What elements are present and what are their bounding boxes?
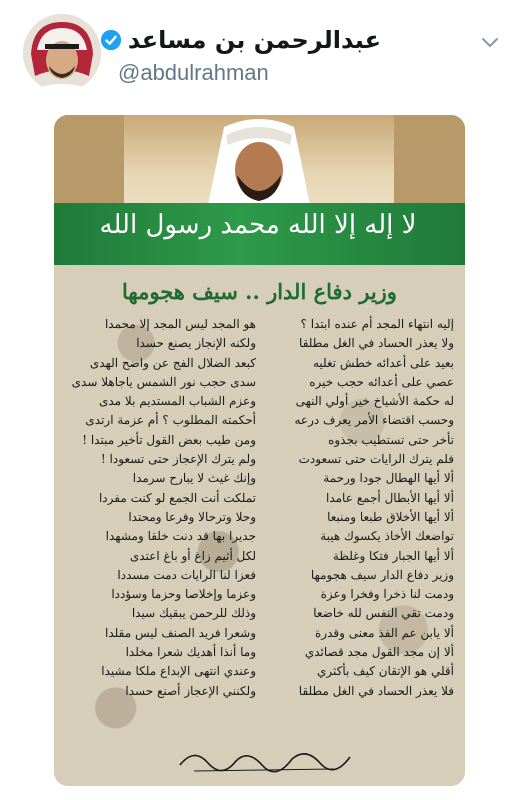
verse-first: أقلي هو الإتقان كيف بأكثري <box>317 664 454 679</box>
tweet-image[interactable] <box>54 115 465 786</box>
verified-badge-icon <box>100 29 122 51</box>
verse-first: ألا أيها الأخلاق طبعا ومنبعا <box>327 509 454 524</box>
verse-first: ودمت تقي النفس لله خاضعا <box>313 606 454 621</box>
avatar-photo <box>23 14 101 92</box>
verse-row <box>66 566 454 585</box>
handwritten-signature <box>174 741 354 777</box>
verse-row <box>66 392 454 411</box>
verse-first: تأخر حتى تستطيب بجذوه <box>328 432 454 447</box>
verse-second: وإنك غيث لا يبارح سرمدا <box>132 471 256 486</box>
verse-first: فلا يعذر الحساد في الغل مطلقا <box>298 683 454 698</box>
verse-row <box>66 508 454 527</box>
verse-row <box>66 604 454 623</box>
verse-second: ولكنه الإنجاز يصنع حسدا <box>136 336 256 351</box>
verse-row <box>66 527 454 546</box>
verse-first: ألا أيها الجبار فتكا وغلظة <box>332 548 454 563</box>
verse-row <box>66 431 454 450</box>
verse-second: ولكنني الإعجاز أصنع حسدا <box>125 683 256 698</box>
tweet-header <box>0 0 518 110</box>
verse-second: كبعد الضلال الفج عن واضح الهدى <box>89 355 256 370</box>
verse-second: أحكمته المطلوب ؟ أم عزمة ارتدى <box>85 413 256 428</box>
verse-row <box>66 411 454 430</box>
chevron-down-icon[interactable] <box>480 36 500 50</box>
avatar[interactable] <box>23 14 101 92</box>
verse-second: سدى حجب نور الشمس ياجاهلا سدى <box>71 374 256 389</box>
verse-second: جديرا بها قد دنت خلقا ومشهدا <box>105 529 256 544</box>
poem-verses <box>66 315 454 701</box>
name-row <box>100 26 381 54</box>
verse-second: وشعرا فريد الصنف ليس مقلدا <box>105 625 256 640</box>
verse-first: إليه انتهاء المجد أم عنده ابتدا ؟ <box>300 317 454 331</box>
verse-first: له حكمة الأشياخ خير أولي النهى <box>295 394 454 409</box>
verse-first: عصي على أعدائه حجب خيره <box>309 374 454 389</box>
verse-first: بعيد على أعدائه خطش تغليه <box>312 355 454 370</box>
verse-second: وعزما وإخلاصا وحزما وسؤددا <box>111 587 256 602</box>
verse-row <box>66 450 454 469</box>
verse-second: وحلا وترحالا وفرعا ومحتدا <box>128 509 256 524</box>
verse-row <box>66 315 454 334</box>
verse-first: ودمت لنا ذخرا وفخرا وعزة <box>320 587 454 602</box>
display-name[interactable]: عبدالرحمن بن مساعد <box>127 26 381 54</box>
verse-second: وذلك للرحمن يبقيك سيدا <box>131 606 256 621</box>
verse-first: ألا إن مجد القول مجد قصائدي <box>304 645 454 660</box>
banner-text: لا إله إلا الله محمد رسول الله <box>99 210 417 240</box>
verse-second: وعزم الشباب المستديم بلا مدى <box>98 394 256 409</box>
verse-second: تملكت أنت الجمع لو كنت مفردا <box>98 490 256 505</box>
verse-row <box>66 624 454 643</box>
verse-row <box>66 373 454 392</box>
verse-second: ولم يترك الإعجاز حتى تسعودا ! <box>100 452 256 467</box>
verse-second: وعندي انتهى الإبداع ملكا مشيدا <box>101 664 256 679</box>
verse-row <box>66 354 454 373</box>
verse-first: ولا يعذر الحساد في الغل مطلقا <box>299 336 454 351</box>
verse-first: وزير دفاع الدار سيف هجومها <box>310 567 454 582</box>
verse-second: ومن طيب بعض القول تأخير مبتدا ! <box>82 432 256 447</box>
verse-row <box>66 643 454 662</box>
verse-row <box>66 662 454 681</box>
verse-first: فلم يترك الرايات حتى تسعودت <box>298 452 454 467</box>
verse-row <box>66 334 454 353</box>
verse-row <box>66 489 454 508</box>
verse-row <box>66 682 454 701</box>
verse-second: وما أنذا أهديك شعرا مخلدا <box>125 645 256 660</box>
verse-second: هو المجد ليس المجد إلا محمدا <box>104 317 256 331</box>
poem-title: وزير دفاع الدار .. سيف هجومها <box>122 279 397 304</box>
verse-first: ألا أيها الهطال جودا ورحمة <box>323 471 454 486</box>
verse-first: ألا أيها الأبطال أجمع عامدا <box>326 490 454 505</box>
verse-first: تواضعك الأخاذ يكسوك هيبة <box>320 529 454 544</box>
user-handle[interactable]: @abdulrahman <box>118 60 269 85</box>
verse-row <box>66 585 454 604</box>
verse-second: فعزا لنا الرايات دمت مسددا <box>117 567 256 582</box>
verse-row <box>66 469 454 488</box>
verse-second: لكل أثيم زاغ أو باغ اعتدى <box>129 548 256 563</box>
verse-first: وحسب اقتضاء الأمر يعرف درعه <box>294 413 454 428</box>
verse-row <box>66 547 454 566</box>
verse-first: ألا يابن عم الفذ معنى وقدرة <box>315 625 454 640</box>
